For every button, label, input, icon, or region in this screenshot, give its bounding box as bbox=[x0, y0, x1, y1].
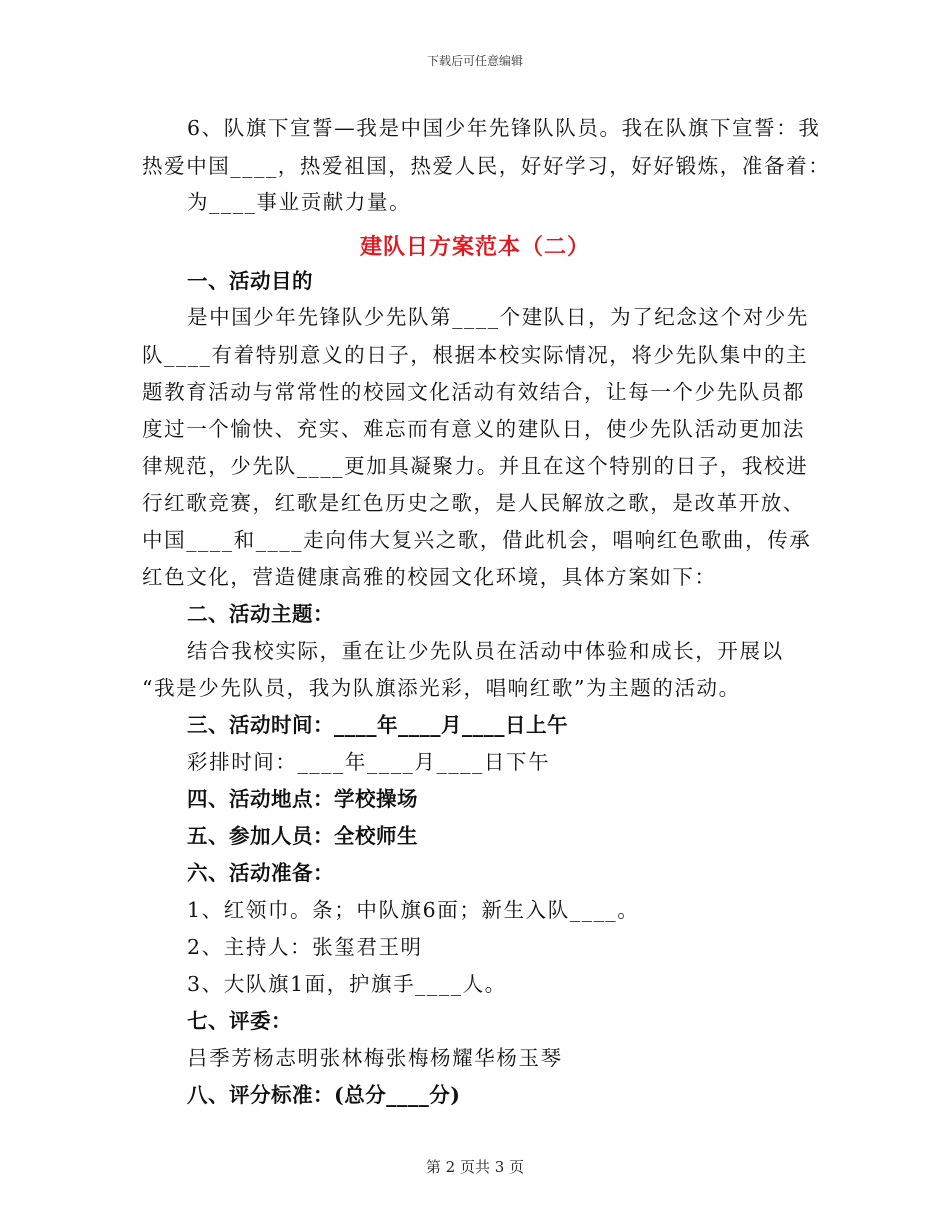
paragraph-line: 律规范，少先队____更加具凝聚力。并且在这个特别的日子，我校进 bbox=[142, 454, 809, 478]
heading-theme: 二、活动主题： bbox=[187, 602, 334, 626]
section-title: 建队日方案范本（二） bbox=[359, 234, 590, 260]
heading-judges: 七、评委： bbox=[187, 1009, 292, 1033]
oath-line-1: 6、队旗下宣誓—我是中国少年先锋队队员。我在队旗下宣誓：我 bbox=[187, 116, 821, 140]
heading-participants: 五、参加人员：全校师生 bbox=[187, 824, 418, 848]
oath-line-3: 为____事业贡献力量。 bbox=[187, 190, 412, 214]
paragraph-line: 是中国少年先锋队少先队第____个建队日，为了纪念这个对少先 bbox=[187, 305, 809, 329]
oath-line-2: 热爱中国____，热爱祖国，热爱人民，好好学习，好好锻炼，准备着： bbox=[142, 154, 831, 178]
list-item: 1、红领巾。条；中队旗6面；新生入队____。 bbox=[187, 898, 640, 922]
rehearsal-time: 彩排时间：____年____月____日下午 bbox=[187, 750, 551, 774]
paragraph-line: 队____有着特别意义的日子，根据本校实际情况，将少先队集中的主 bbox=[142, 343, 809, 367]
paragraph-line: 中国____和____走向伟大复兴之歌，借此机会，唱响红色歌曲，传承 bbox=[142, 528, 812, 552]
heading-location: 四、活动地点：学校操场 bbox=[187, 787, 418, 811]
paragraph-line: 结合我校实际，重在让少先队员在活动中体验和成长，开展以 bbox=[187, 639, 784, 663]
list-item: 3、大队旗1面，护旗手____人。 bbox=[187, 972, 507, 996]
page-footer: 第 2 页共 3 页 bbox=[425, 1158, 525, 1176]
judges-names: 吕季芳杨志明张林梅张梅杨耀华杨玉琴 bbox=[187, 1046, 563, 1070]
heading-time: 三、活动时间：____年____月____日上午 bbox=[187, 713, 568, 737]
paragraph-line: 行红歌竞赛，红歌是红色历史之歌，是人民解放之歌，是改革开放、 bbox=[142, 491, 805, 515]
heading-purpose: 一、活动目的 bbox=[187, 269, 313, 293]
list-item: 2、主持人：张玺君王明 bbox=[187, 935, 423, 959]
paragraph-line: “我是少先队员，我为队旗添光彩，唱响红歌”为主题的活动。 bbox=[142, 676, 741, 700]
heading-preparation: 六、活动准备： bbox=[187, 861, 334, 885]
paragraph-line: 题教育活动与常常性的校园文化活动有效结合，让每一个少先队员都 bbox=[142, 380, 805, 404]
page-header: 下载后可任意编辑 bbox=[426, 54, 523, 68]
paragraph-line: 度过一个愉快、充实、难忘而有意义的建队日，使少先队活动更加法 bbox=[142, 417, 805, 441]
paragraph-line: 红色文化，营造健康高雅的校园文化环境，具体方案如下： bbox=[142, 565, 717, 589]
heading-scoring: 八、评分标准：(总分____分) bbox=[187, 1083, 461, 1107]
